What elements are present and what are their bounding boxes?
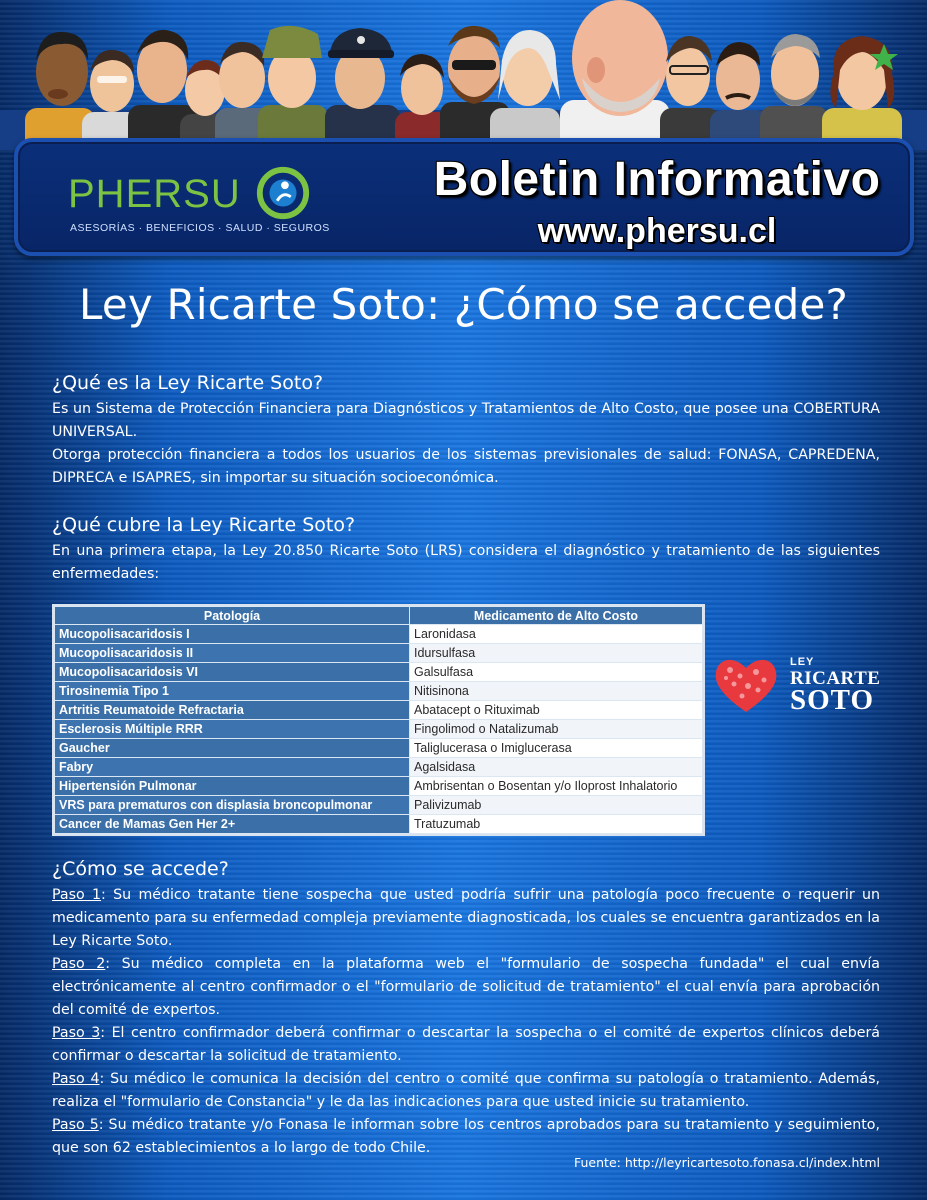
heart-icon: [712, 654, 780, 716]
step-text: : Su médico le comunica la decisión del centro o comité que confirma su patología o tratamiento. Además, realiza el "formulario de Constancia" y le da las indicaciones para que usted inicie su tratamiento.: [52, 1071, 880, 1110]
pathology-cell: Gaucher: [55, 739, 410, 758]
section-heading-what: ¿Qué es la Ley Ricarte Soto?: [52, 372, 324, 394]
phersu-logo-icon: [254, 164, 312, 222]
section-what-covers: [52, 514, 880, 586]
step-text: : Su médico completa en la plataforma web el "formulario de sospecha fundada" el cual envía electrónicamente al centro confirmador o el "formulario de solicitud de tratamiento" el cual envía para aprobación del comité de expertos.: [52, 956, 880, 1018]
pathology-cell: Hipertensión Pulmonar: [55, 777, 410, 796]
step-label: Paso 2: [52, 956, 106, 972]
lrs-ricarte-text: RICARTE: [790, 668, 881, 689]
medication-cell: Fingolimod o Natalizumab: [410, 720, 703, 739]
table-header-medication: Medicamento de Alto Costo: [410, 607, 703, 625]
header-banner: [14, 138, 914, 256]
medication-cell: Idursulfasa: [410, 644, 703, 663]
paragraph-covers-1: En una primera etapa, la Ley 20.850 Ricarte Soto (LRS) considera el diagnóstico y tratamiento de las siguientes enfermedades:: [52, 543, 880, 582]
ley-ricarte-soto-logo: [712, 652, 887, 722]
medication-cell: Ambrisentan o Bosentan y/o Iloprost Inhalatorio: [410, 777, 703, 796]
phersu-logo-tagline: ASESORÍAS · BENEFICIOS · SALUD · SEGUROS: [70, 222, 330, 234]
phersu-logo-text: PHERSU: [68, 172, 241, 216]
lrs-ley-text: LEY: [790, 656, 815, 668]
step-paragraph: [52, 1022, 880, 1068]
table-row: [55, 758, 703, 777]
paragraph-what-1: Es un Sistema de Protección Financiera para Diagnósticos y Tratamientos de Alto Costo, que posee una COBERTURA UNIVERSAL.: [52, 401, 880, 440]
bulletin-url: www.phersu.cl: [537, 212, 777, 250]
table-row: [55, 796, 703, 815]
medication-cell: Abatacept o Rituximab: [410, 701, 703, 720]
medication-cell: Agalsidasa: [410, 758, 703, 777]
step-label: Paso 1: [52, 887, 102, 903]
pathology-cell: Tirosinemia Tipo 1: [55, 682, 410, 701]
table-row: [55, 777, 703, 796]
paragraph-what-2: Otorga protección financiera a todos los usuarios de los sistemas previsionales de salud: FONASA, CAPREDENA, DIPRECA e ISAPRES, sin importar su situación socioeconómica.: [52, 447, 880, 486]
medication-cell: Nitisinona: [410, 682, 703, 701]
table-header-pathology: Patología: [55, 607, 410, 625]
page-title: Ley Ricarte Soto: ¿Cómo se accede?: [78, 280, 849, 329]
lrs-soto-text: SOTO: [790, 684, 875, 716]
header-people-illustration: [0, 0, 927, 150]
pathology-cell: Fabry: [55, 758, 410, 777]
step-paragraph: [52, 884, 880, 953]
pathology-cell: Artritis Reumatoide Refractaria: [55, 701, 410, 720]
pathology-cell: Mucopolisacaridosis VI: [55, 663, 410, 682]
step-text: : El centro confirmador deberá confirmar o descartar la sospecha o el comité de expertos clínicos deberá confirmar o descartar la solicitud de tratamiento.: [52, 1025, 880, 1064]
pathology-cell: VRS para prematuros con displasia broncopulmonar: [55, 796, 410, 815]
step-paragraph: [52, 1068, 880, 1114]
pathology-cell: Esclerosis Múltiple RRR: [55, 720, 410, 739]
table-row: [55, 625, 703, 644]
table-row: [55, 701, 703, 720]
step-paragraph: [52, 1114, 880, 1160]
section-heading-access: ¿Cómo se accede?: [52, 858, 229, 880]
medication-cell: Taliglucerasa o Imiglucerasa: [410, 739, 703, 758]
step-label: Paso 5: [52, 1117, 99, 1133]
section-heading-covers: ¿Qué cubre la Ley Ricarte Soto?: [52, 514, 356, 536]
table-row: [55, 815, 703, 834]
table-row: [55, 682, 703, 701]
table-row: [55, 663, 703, 682]
medication-cell: Laronidasa: [410, 625, 703, 644]
pathology-cell: Cancer de Mamas Gen Her 2+: [55, 815, 410, 834]
table-row: [55, 739, 703, 758]
source-citation: Fuente: http://leyricartesoto.fonasa.cl/index.html: [574, 1155, 880, 1170]
step-label: Paso 4: [52, 1071, 100, 1087]
step-paragraph: [52, 953, 880, 1022]
table-row: [55, 644, 703, 663]
medication-cell: Palivizumab: [410, 796, 703, 815]
step-text: : Su médico tratante tiene sospecha que usted podría sufrir una patología poco frecuente o requerir un medicamento para su enfermedad compleja previamente diagnosticada, los cuales se encuentra garantizados en la Ley Ricarte Soto.: [52, 887, 880, 949]
section-what-is: [52, 372, 880, 490]
table-row: [55, 720, 703, 739]
diseases-table: [52, 604, 705, 836]
pathology-cell: Mucopolisacaridosis II: [55, 644, 410, 663]
medication-cell: Galsulfasa: [410, 663, 703, 682]
step-text: : Su médico tratante y/o Fonasa le informan sobre los centros aprobados para su tratamiento y seguimiento, que son 62 establecimientos a lo largo de todo Chile.: [52, 1117, 880, 1156]
section-how-access: [52, 858, 880, 1160]
step-label: Paso 3: [52, 1025, 101, 1041]
pathology-cell: Mucopolisacaridosis I: [55, 625, 410, 644]
bulletin-title: Boletin Informativo: [433, 153, 881, 206]
medication-cell: Tratuzumab: [410, 815, 703, 834]
